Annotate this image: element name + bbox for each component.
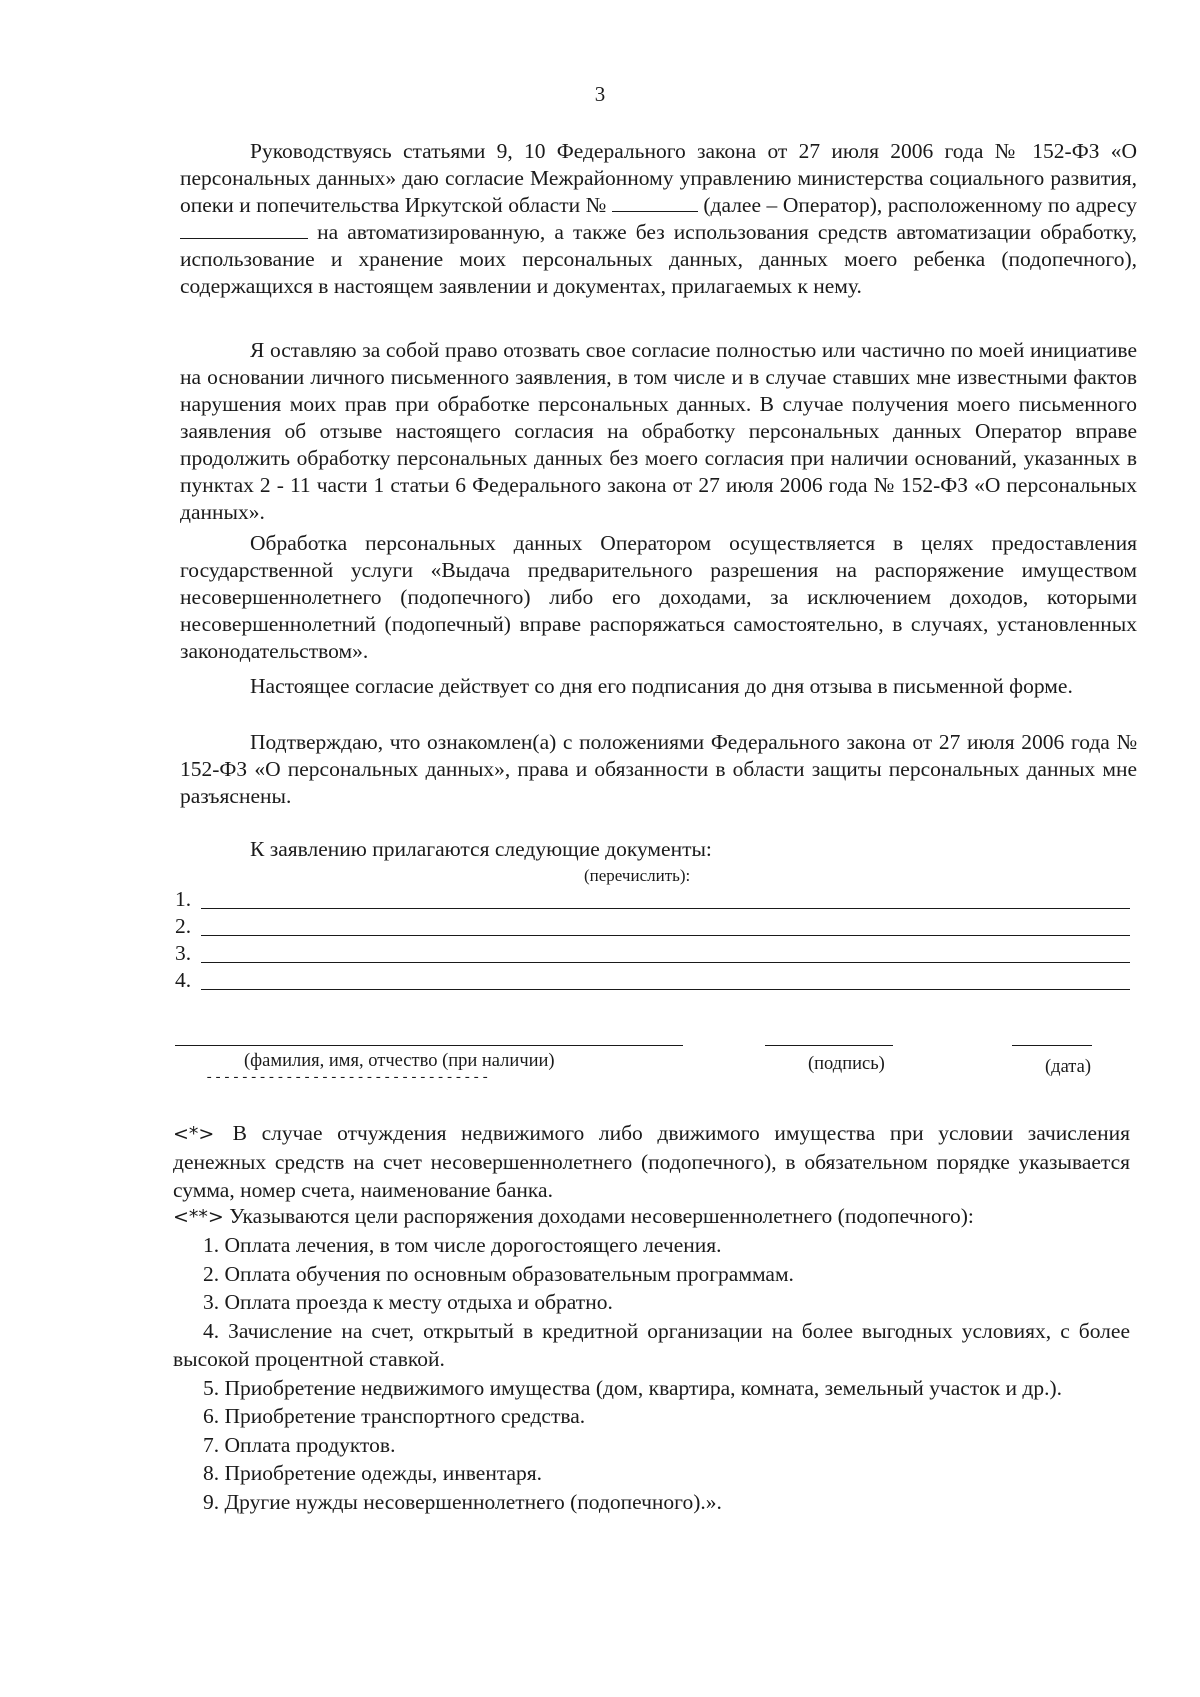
- address-blank: [180, 237, 308, 239]
- consent-text-operator: (далее – Оператор), расположенному по адресу: [703, 193, 1138, 217]
- footnote-1-mark: <*>: [173, 1123, 215, 1145]
- footnote-2: [173, 1202, 1130, 1231]
- footnote-2-mark: <**>: [173, 1206, 224, 1228]
- attachment-number: 1.: [175, 887, 192, 911]
- dashed-separator: --------------------------------: [205, 1070, 490, 1086]
- purposes-list: [173, 1231, 1130, 1516]
- footnote-2-text: Указываются цели распоряжения доходами несовершеннолетнего (подопечного):: [229, 1204, 974, 1228]
- operator-number-blank: [612, 210, 698, 212]
- full-name-line[interactable]: [175, 1045, 683, 1046]
- attachments-list: [175, 886, 1130, 994]
- attachment-blank-line[interactable]: [201, 989, 1130, 990]
- purpose-paragraph: Обработка персональных данных Оператором осуществляется в целях предоставления государственной услуги «Выдача предварительного разрешения на распоряжение имуществом несовершеннолетнего (подопечного) либо его доходами, за исключением доходов, которыми несовершеннолетний (подопечный) вправе распоряжаться самостоятельно, в случаях, установленных законодательством».: [180, 531, 1137, 663]
- purpose-item: 3. Оплата проезда к месту отдыха и обратно.: [203, 1290, 613, 1314]
- attachment-item-4: [175, 967, 1130, 994]
- attachments-heading: К заявлению прилагаются следующие документы:: [250, 837, 712, 861]
- attachment-number: 4.: [175, 968, 192, 992]
- date-line[interactable]: [1012, 1045, 1092, 1046]
- purpose-item: 4. Зачисление на счет, открытый в кредитной организации на более выгодных условиях, с более высокой процентной ставкой.: [173, 1318, 1130, 1371]
- purpose-item: 6. Приобретение транспортного средства.: [203, 1404, 586, 1428]
- validity-paragraph: Настоящее согласие действует со дня его подписания до дня отзыва в письменной форме.: [250, 674, 1073, 698]
- confirmation-paragraph: Подтверждаю, что ознакомлен(а) с положениями Федерального закона от 27 июля 2006 года № 152-ФЗ «О персональных данных», права и обязанности в области защиты персональных данных мне разъяснены.: [180, 730, 1137, 808]
- attachment-item-1: [175, 886, 1130, 913]
- purpose-item: 8. Приобретение одежды, инвентаря.: [203, 1461, 543, 1485]
- attachment-item-2: [175, 913, 1130, 940]
- purpose-item: 2. Оплата обучения по основным образовательным программам.: [203, 1261, 794, 1286]
- attachment-blank-line[interactable]: [201, 908, 1130, 909]
- date-label: (дата): [1045, 1057, 1091, 1077]
- consent-paragraph: [180, 138, 1137, 300]
- page-number: 3: [594, 82, 606, 106]
- signature-label: (подпись): [808, 1054, 885, 1074]
- attachment-number: 2.: [175, 914, 192, 938]
- consent-text-end: на автоматизированную, а также без использования средств автоматизации обработку, использование и хранение моих персональных данных, данных моего ребенка (подопечного), содержащихся в настоящем заявлении и документах, прилагаемых к нему.: [180, 220, 1137, 298]
- purpose-item: 5. Приобретение недвижимого имущества (дом, квартира, комната, земельный участок и др.).: [203, 1375, 1063, 1400]
- revoke-paragraph: Я оставляю за собой право отозвать свое согласие полностью или частично по моей инициативе на основании личного письменного заявления, в том числе и в случае ставших мне известными фактов нарушения моих прав при обработке персональных данных. В случае получения моего письменного заявления об отзыве настоящего согласия на обработку персональных данных Оператор вправе продолжить обработку персональных данных без моего согласия при наличии оснований, указанных в пунктах 2 - 11 части 1 статьи 6 Федерального закона от 27 июля 2006 года № 152-ФЗ «О персональных данных».: [180, 338, 1137, 524]
- purpose-item: 9. Другие нужды несовершеннолетнего (подопечного).».: [203, 1489, 722, 1514]
- footnote-1: [173, 1119, 1130, 1204]
- attachments-hint: (перечислить):: [584, 866, 691, 885]
- consent-text-start: Руководствуясь статьями 9, 10 Федерального закона от 27 июля 2006 года № 152-ФЗ «О персональных данных» даю согласие Межрайонному управлению министерства социального развития, опеки и попечительства Иркутской области №: [180, 139, 1137, 217]
- purpose-item: 1. Оплата лечения, в том числе дорогостоящего лечения.: [203, 1233, 722, 1257]
- attachment-blank-line[interactable]: [201, 935, 1130, 936]
- attachment-number: 3.: [175, 941, 192, 965]
- signature-line[interactable]: [765, 1045, 893, 1046]
- footnote-1-text: В случае отчуждения недвижимого либо движимого имущества при условии зачисления денежных средств на счет несовершеннолетнего (подопечного), в обязательном порядке указывается сумма, номер счета, наименование банка.: [173, 1121, 1130, 1202]
- purpose-item: 7. Оплата продуктов.: [203, 1432, 396, 1457]
- attachment-item-3: [175, 940, 1130, 967]
- attachment-blank-line[interactable]: [201, 962, 1130, 963]
- full-name-label: (фамилия, имя, отчество (при наличии): [244, 1051, 555, 1071]
